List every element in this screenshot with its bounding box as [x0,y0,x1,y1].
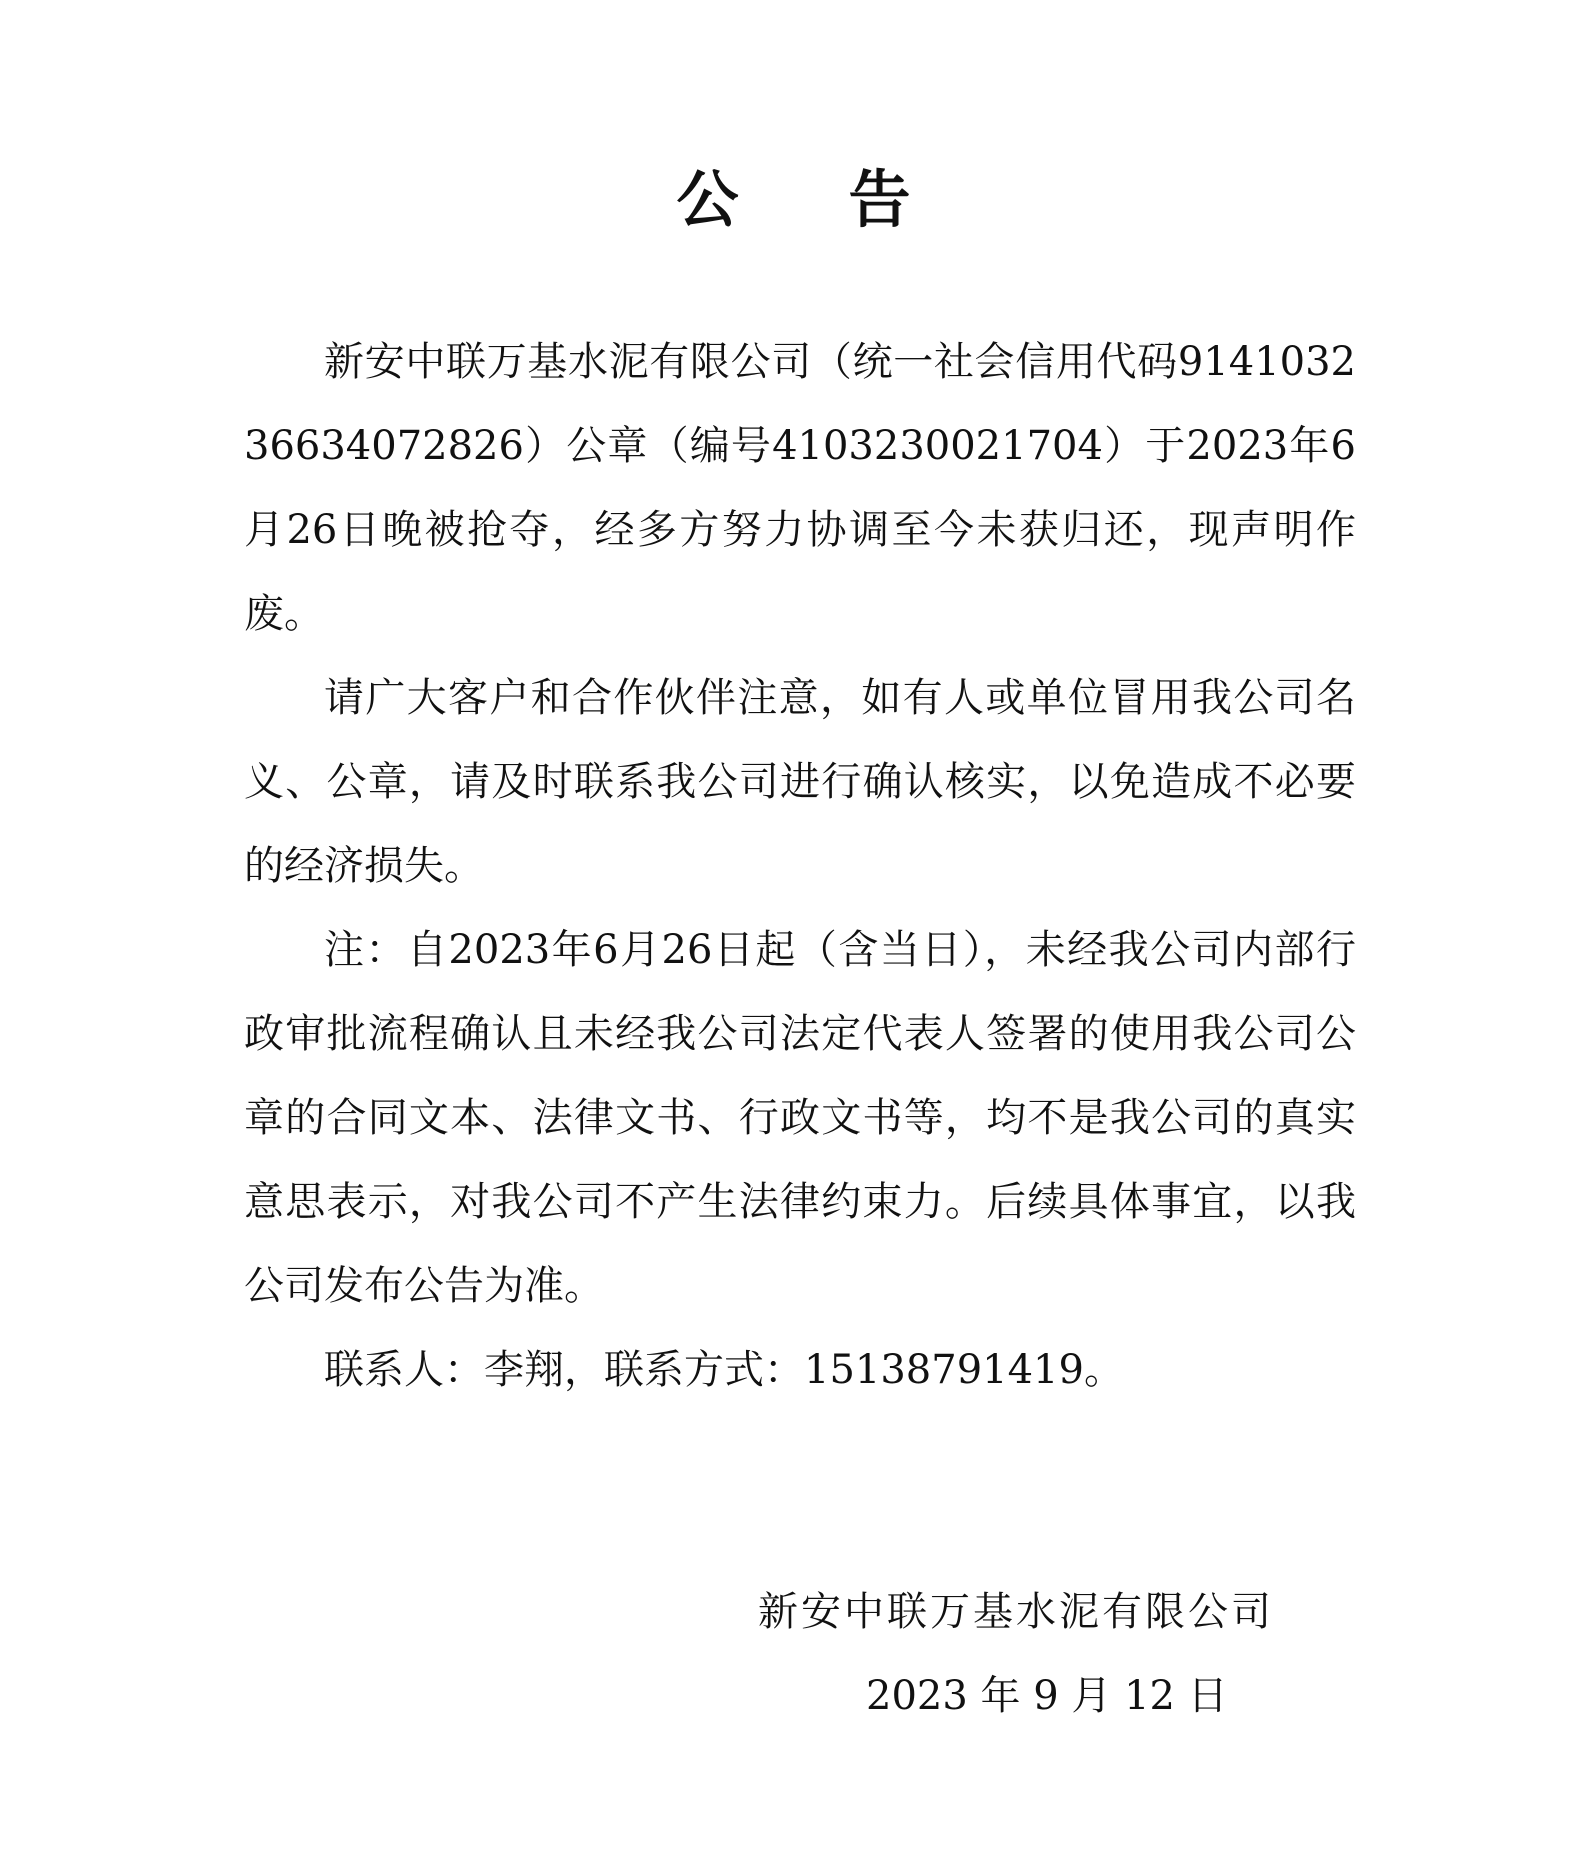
paragraph-notice-to-customers: 请广大客户和合作伙伴注意，如有人或单位冒用我公司名义、公章，请及时联系我公司进行确认核实，以免造成不必要的经济损失。 [244,675,1356,889]
title-char-2: 告 [848,163,911,236]
paragraph-contact: 联系人：李翔，联系方式：15138791419。 [324,1347,1124,1393]
paragraph-seal-declaration: 新安中联万基水泥有限公司（统一社会信用代码914103236634072826）公章（编号4103230021704）于2023年6月26日晚被抢夺，经多方努力协调至今未获归还，现声明作废。 [244,339,1356,637]
signature-date: 2023 年 9 月 12 日 [866,1673,1228,1719]
announcement-body [244,320,1356,1412]
title-char-1: 公 [676,163,739,236]
signature-company: 新安中联万基水泥有限公司 [758,1589,1274,1635]
paragraph-note: 注：自2023年6月26日起（含当日），未经我公司内部行政审批流程确认且未经我公司法定代表人签署的使用我公司公章的合同文本、法律文书、行政文书等，均不是我公司的真实意思表示，对我公司不产生法律约束力。后续具体事宜，以我公司发布公告为准。 [244,927,1356,1309]
page-title [0,150,1587,239]
